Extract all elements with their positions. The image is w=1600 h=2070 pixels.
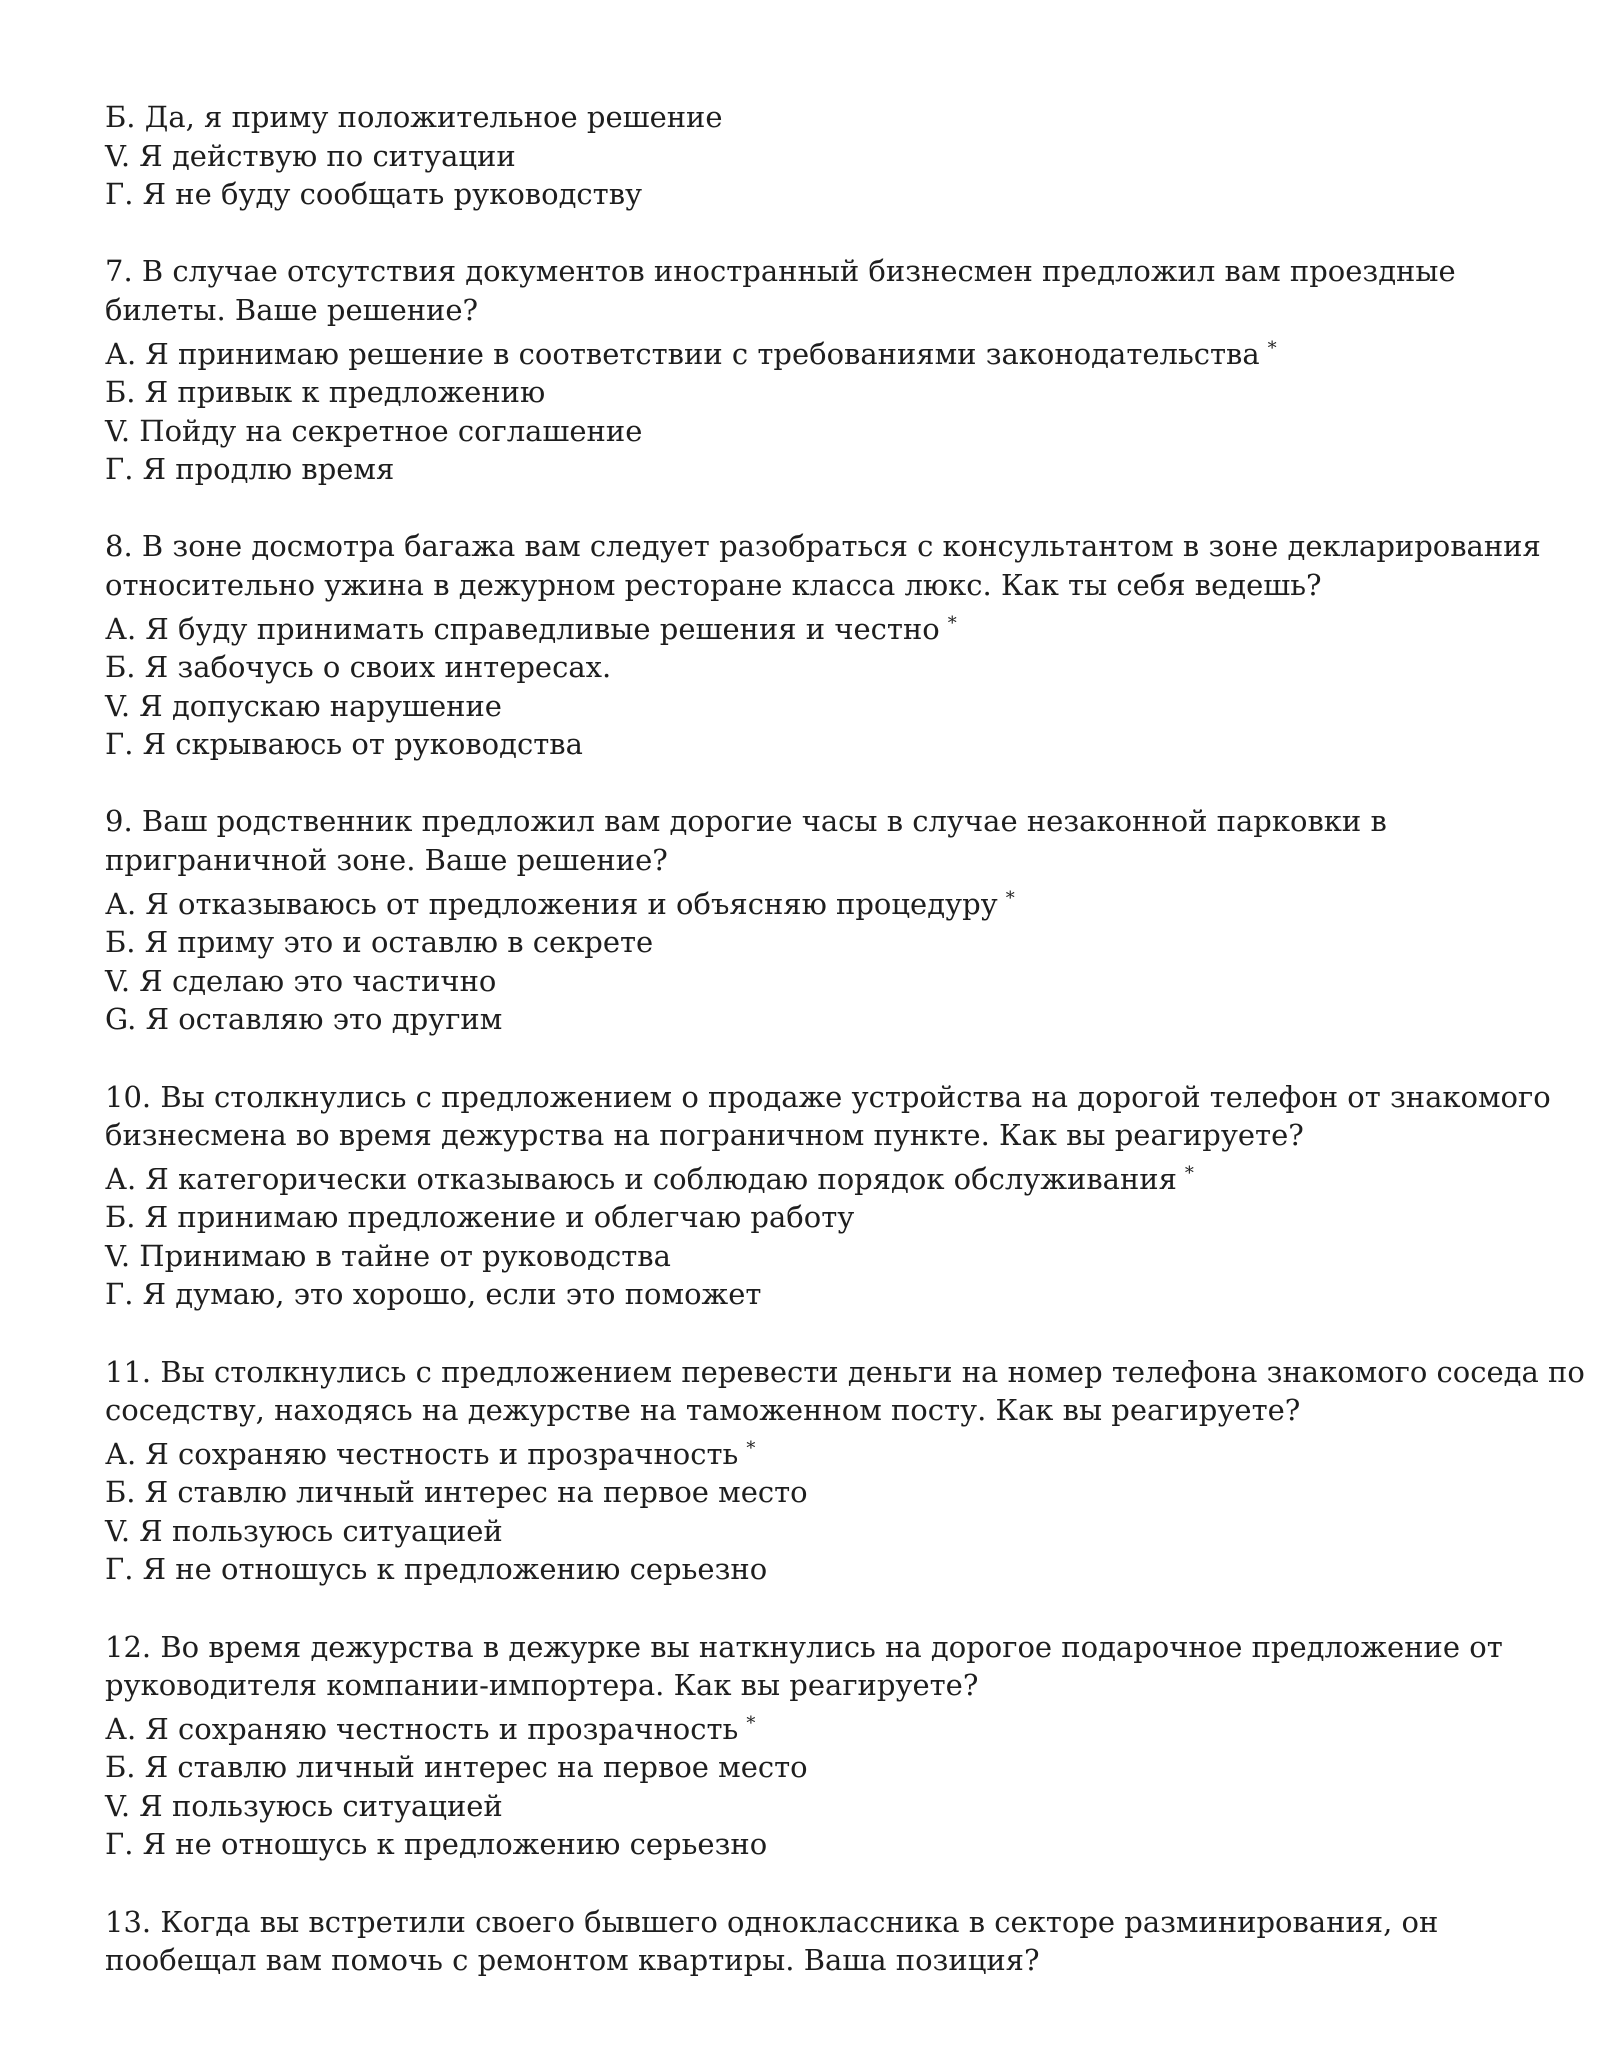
answer-text: Г. Я продлю время — [105, 452, 395, 487]
answer-option — [105, 175, 1525, 214]
answer-option — [105, 1237, 1525, 1276]
question-text-line: 11. Вы столкнулись с предложением перевести деньги на номер телефона знакомого соседа по — [105, 1354, 1585, 1389]
answer-option — [105, 725, 1525, 764]
answer-option — [105, 330, 1525, 373]
answer-text: V. Я допускаю нарушение — [105, 688, 502, 723]
answer-option — [105, 648, 1525, 687]
answer-text: Б. Я привык к предложению — [105, 375, 546, 410]
answer-option — [105, 1512, 1525, 1551]
answer-text: V. Я пользуюсь ситуацией — [105, 1513, 503, 1548]
answer-text: Г. Я думаю, это хорошо, если это поможет — [105, 1277, 762, 1312]
question-text-line: соседству, находясь на дежурстве на таможенном посту. Как вы реагируете? — [105, 1393, 1301, 1428]
answer-text: Г. Я не отношусь к предложению серьезно — [105, 1552, 768, 1587]
document-page — [105, 98, 1585, 2018]
answer-option — [105, 450, 1525, 489]
question-text-line: 9. Ваш родственник предложил вам дорогие часы в случае незаконной парковки в — [105, 804, 1387, 839]
question-text-line: 13. Когда вы встретили своего бывшего одноклассника в секторе разминирования, он — [105, 1904, 1439, 1939]
answer-text: А. Я принимаю решение в соответствии с требованиями законодательства — [105, 336, 1260, 371]
answer-text: Г. Я скрываюсь от руководства — [105, 727, 583, 762]
answer-text: А. Я сохраняю честность и прозрачность — [105, 1711, 739, 1746]
answer-option — [105, 1198, 1525, 1237]
answer-text: V. Пойду на секретное соглашение — [105, 413, 643, 448]
answer-option — [105, 412, 1525, 451]
answer-option — [105, 880, 1525, 923]
question-block-q7 — [105, 252, 1525, 488]
answer-option — [105, 373, 1525, 412]
answer-option — [105, 1430, 1525, 1473]
question-block-q11 — [105, 1353, 1585, 1589]
answer-text: V. Я сделаю это частично — [105, 963, 497, 998]
answer-option — [105, 1550, 1525, 1589]
answer-text: G. Я оставляю это другим — [105, 1002, 503, 1037]
answer-option — [105, 962, 1525, 1001]
question-block-q10 — [105, 1078, 1551, 1314]
question-block-q9 — [105, 802, 1525, 1038]
answer-text: А. Я отказываюсь от предложения и объясняю процедуру — [105, 886, 998, 921]
answer-text: V. Я действую по ситуации — [105, 138, 516, 173]
answer-text: Б. Я забочусь о своих интересах. — [105, 650, 612, 685]
answer-option — [105, 1705, 1525, 1748]
answer-text: Б. Я приму это и оставлю в секрете — [105, 925, 654, 960]
answer-text: Б. Я ставлю личный интерес на первое место — [105, 1750, 808, 1785]
answer-text: Б. Я ставлю личный интерес на первое место — [105, 1475, 808, 1510]
question-block-q13 — [105, 1903, 1525, 1980]
question-text-line: бизнесмена во время дежурства на пограничном пункте. Как вы реагируете? — [105, 1118, 1304, 1153]
correct-answer-mark: * — [746, 1437, 756, 1459]
answer-option — [105, 1748, 1525, 1787]
answer-text: Б. Да, я приму положительное решение — [105, 100, 723, 134]
correct-answer-mark: * — [947, 612, 957, 634]
question-text-line: пообещал вам помочь с ремонтом квартиры. Ваша позиция? — [105, 1943, 1040, 1978]
answer-option — [105, 1155, 1525, 1198]
correct-answer-mark: * — [1005, 887, 1015, 909]
answer-text: V. Принимаю в тайне от руководства — [105, 1238, 671, 1273]
question-text-line: 12. Во время дежурства в дежурке вы наткнулись на дорогое подарочное предложение от — [105, 1629, 1503, 1664]
correct-answer-mark: * — [1267, 337, 1277, 359]
answer-text: А. Я категорически отказываюсь и соблюдаю порядок обслуживания — [105, 1161, 1177, 1196]
question-text-line: 8. В зоне досмотра багажа вам следует разобраться с консультантом в зоне декларирования — [105, 529, 1541, 564]
answer-option — [105, 137, 1525, 176]
answer-text: А. Я буду принимать справедливые решения и честно — [105, 611, 940, 646]
answer-option — [105, 605, 1525, 648]
question-text-line: билеты. Ваше решение? — [105, 292, 479, 327]
answer-text: Б. Я принимаю предложение и облегчаю работу — [105, 1200, 855, 1235]
question-text-line: руководителя компании-импортера. Как вы реагируете? — [105, 1668, 979, 1703]
answer-text: А. Я сохраняю честность и прозрачность — [105, 1436, 739, 1471]
answer-option — [105, 923, 1525, 962]
question-block-q12 — [105, 1628, 1525, 1864]
correct-answer-mark: * — [746, 1712, 756, 1734]
answer-option — [105, 1825, 1525, 1864]
answer-option — [105, 98, 1525, 137]
answer-option — [105, 1000, 1525, 1039]
question-text-line: приграничной зоне. Ваше решение? — [105, 843, 668, 878]
answer-option — [105, 1275, 1525, 1314]
answer-text: V. Я пользуюсь ситуацией — [105, 1788, 503, 1823]
question-block-q8 — [105, 527, 1541, 763]
answer-text: Г. Я не отношусь к предложению серьезно — [105, 1827, 768, 1862]
question-text-line: относительно ужина в дежурном ресторане класса люкс. Как ты себя ведешь? — [105, 568, 1322, 603]
question-block-q6-tail — [105, 98, 1525, 214]
answer-option — [105, 1473, 1525, 1512]
answer-option — [105, 1787, 1525, 1826]
question-text-line: 10. Вы столкнулись с предложением о продаже устройства на дорогой телефон от знакомого — [105, 1079, 1551, 1114]
answer-option — [105, 687, 1525, 726]
correct-answer-mark: * — [1184, 1162, 1194, 1184]
answer-text: Г. Я не буду сообщать руководству — [105, 177, 643, 212]
question-text-line: 7. В случае отсутствия документов иностранный бизнесмен предложил вам проездные — [105, 254, 1456, 289]
